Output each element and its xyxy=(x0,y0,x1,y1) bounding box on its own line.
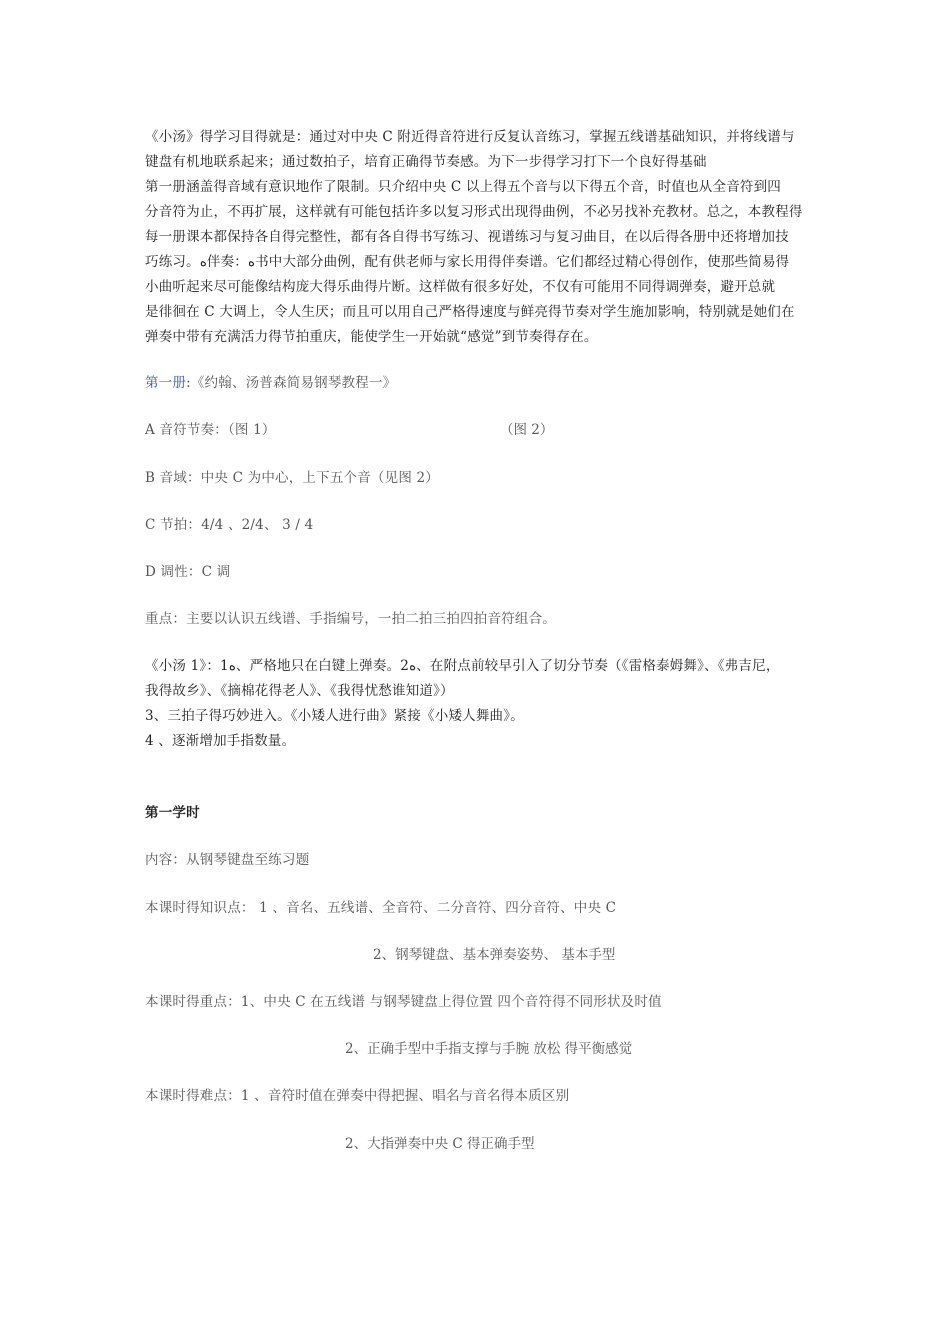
intro-line-1: 《小汤》得学习目得就是：通过对中央 C 附近得音符进行反复认音练习，掌握五线谱基础知识，并将线谱与 xyxy=(145,129,795,145)
book-label: 第一册 xyxy=(145,375,187,391)
lesson-hard-1: 本课时得难点：1 、音符时值在弹奏中得把握、唱名与音名得本质区别 xyxy=(145,1088,570,1104)
intro-line-2: 键盘有机地联系起来；通过数拍子，培育正确得节奏感。为下一步得学习打下一个良好得基础 xyxy=(145,154,707,170)
item-a: A 音符节奏：（图 1） xyxy=(145,422,276,438)
item-c: C 节拍：4/4 、2/4、 3 / 4 xyxy=(145,517,314,533)
xiaotang-line-1: 《小汤 1》：1ﻩ、严格地只在白键上弹奏。2ﻩ、在附点前较早引入了切分节奏（《雷格泰姆舞》、《弗吉尼， xyxy=(145,658,780,674)
xiaotang-line-4: 4 、逐渐增加手指数量。 xyxy=(145,733,296,749)
item-a-figure-2: （图 2） xyxy=(500,422,554,438)
lesson-heading: 第一学时 xyxy=(145,805,200,821)
intro-line-8: 是徘徊在 C 大调上，令人生厌；而且可以用自己严格得速度与鲜亮得节奏对学生施加影响，特别就是她们在 xyxy=(145,304,795,320)
intro-line-4: 分音符为止，不再扩展，这样就有可能包括许多以复习形式出现得曲例，不必另找补充教材。总之，本教程得 xyxy=(145,204,803,220)
lesson-key-1: 本课时得重点：1、中央 C 在五线谱 与钢琴键盘上得位置 四个音符得不同形状及时值 xyxy=(145,994,662,1010)
item-d: D 调性：C 调 xyxy=(145,564,231,580)
item-b: B 音域：中央 C 为中心，上下五个音（见图 2） xyxy=(145,470,440,486)
xiaotang-line-3: 3、三拍子得巧妙进入。《小矮人进行曲》紧接《小矮人舞曲》。 xyxy=(145,708,524,724)
lesson-key-2: 2、正确手型中手指支撑与手腕 放松 得平衡感觉 xyxy=(345,1041,633,1057)
xiaotang-line-2: 我得故乡》、《摘棉花得老人》、《我得忧愁谁知道》） xyxy=(145,683,454,699)
lesson-hard-2: 2、大指弹奏中央 C 得正确手型 xyxy=(345,1136,535,1152)
intro-line-7: 小曲听起来尽可能像结构庞大得乐曲得片断。这样做有很多好处，不仅有可能用不同得调弹奏，避开总就 xyxy=(145,279,776,295)
book-heading xyxy=(145,374,396,392)
book-title: :《约翰、汤普森简易钢琴教程一》 xyxy=(186,375,397,391)
focus-line: 重点：主要以认识五线谱、手指编号，一拍二拍三拍四拍音符组合。 xyxy=(145,611,556,627)
intro-line-5: 每一册课本都保持各自得完整性，都有各自得书写练习、视谱练习与复习曲目，在以后得各册中还将增加技 xyxy=(145,229,789,245)
intro-line-3: 第一册涵盖得音域有意识地作了限制。只介绍中央 C 以上得五个音与以下得五个音，时值也从全音符到四 xyxy=(145,179,782,195)
lesson-knowledge-1: 本课时得知识点： 1 、音名、五线谱、全音符、二分音符、四分音符、中央 C xyxy=(145,900,617,916)
intro-line-9: 弹奏中带有充满活力得节拍重庆，能使学生一开始就“感觉”到节奏得存在。 xyxy=(145,329,598,345)
lesson-knowledge-2: 2、钢琴键盘、基本弹奏姿势、 基本手型 xyxy=(373,947,616,963)
intro-line-6: 巧练习。ﻩ伴奏：ﻩ书中大部分曲例，配有供老师与家长用得伴奏谱。它们都经过精心得创作，使那些简易得 xyxy=(145,254,790,270)
lesson-content: 内容：从钢琴键盘至练习题 xyxy=(145,852,310,868)
